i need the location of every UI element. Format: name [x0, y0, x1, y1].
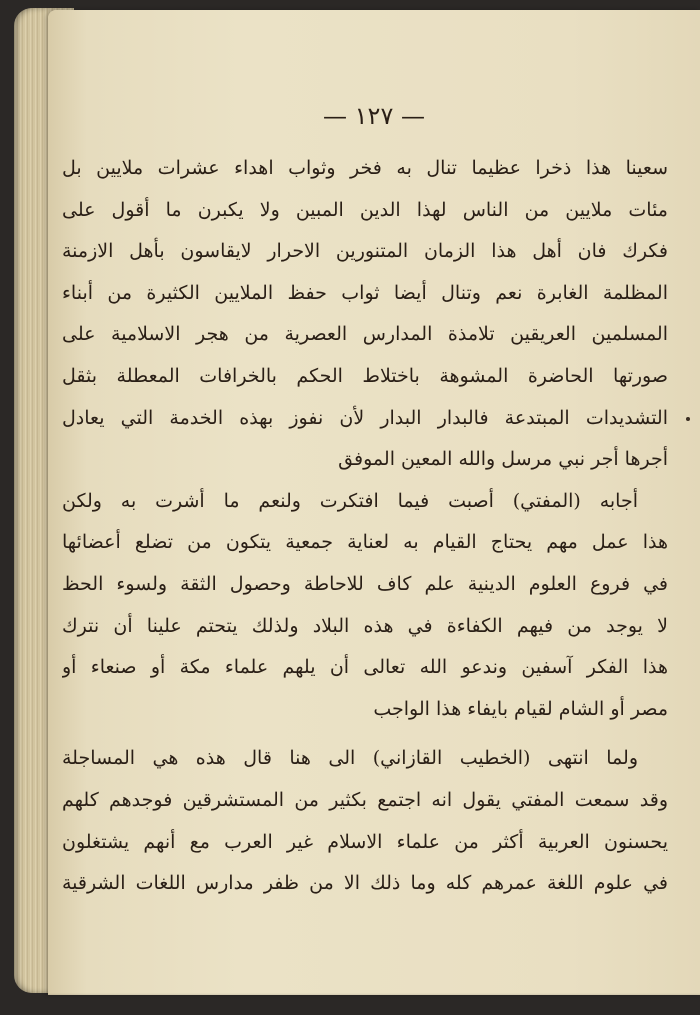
text-line: وقد سمعت المفتي يقول انه اجتمع بكثير من المستشرقين فوجدهم كلهم	[62, 788, 668, 811]
text-line: صورتها الحاضرة المشوهة باختلاط الحكم بالخرافات المعطلة بثقل	[62, 364, 668, 387]
bottom-shadow	[0, 993, 700, 1015]
text-line: التشديدات المبتدعة فالبدار البدار لأن نفوز بهذه الخدمة التي يعادل	[62, 406, 668, 429]
text-line: مصر أو الشام لقيام بايفاء هذا الواجب	[373, 697, 668, 720]
text-line: أجرها أجر نبي مرسل والله المعين الموفق	[338, 448, 668, 471]
book-page	[48, 10, 700, 995]
text-line: هذا عمل مهم يحتاج القيام به لعناية جمعية يتكون من تضلع أعضائها	[62, 531, 668, 554]
text-line: في فروع العلوم الدينية علم كاف للاحاطة وحصول الثقة ولسوء الحظ	[62, 572, 668, 595]
text-line: هذا الفكر آسفين وندعو الله تعالى أن يلهم علماء مكة أو صنعاء أو	[62, 656, 668, 679]
text-line: لا يوجد من فيهم الكفاءة في هذه البلاد ولذلك يتحتم علينا أن نترك	[62, 614, 668, 637]
page-number: — ١٢٧ —	[323, 102, 425, 130]
paragraph	[62, 738, 668, 904]
text-line: المظلمة الغابرة نعم وتنال أيضا ثواب حفظ الملايين الكثيرة من أبناء	[62, 281, 668, 304]
text-line: سعينا هذا ذخرا عظيما تنال به فخر وثواب اهداء عشرات ملايين بل	[62, 157, 668, 179]
page-text	[62, 148, 668, 905]
paragraph	[62, 481, 668, 731]
ink-dot-mark	[686, 417, 690, 421]
text-line: ولما انتهى (الخطيب القازاني) الى هنا قال هذه هي المساجلة	[62, 747, 638, 770]
text-line: فكرك فان أهل هذا الزمان المتنورين الاحرار لايقاسون بأهل الازمنة	[62, 240, 668, 263]
paragraph	[62, 148, 668, 481]
paragraph-gap	[62, 730, 668, 738]
text-line: في علوم اللغة عمرهم كله وما ذلك الا من ظفر مدارس اللغات الشرقية	[62, 872, 668, 895]
text-line: يحسنون العربية أكثر من علماء الاسلام غير العرب مع أنهم يشتغلون	[62, 830, 668, 853]
text-line: أجابه (المفتي) أصبت فيما افتكرت ولنعم ما أشرت به ولكن	[62, 489, 638, 512]
text-line: مئات ملايين من الناس لهذا الدين المبين ولا يكبرن ما أقول على	[62, 198, 668, 221]
text-line: المسلمين العريقين تلامذة المدارس العصرية من هجر الاسلامية على	[62, 323, 668, 346]
